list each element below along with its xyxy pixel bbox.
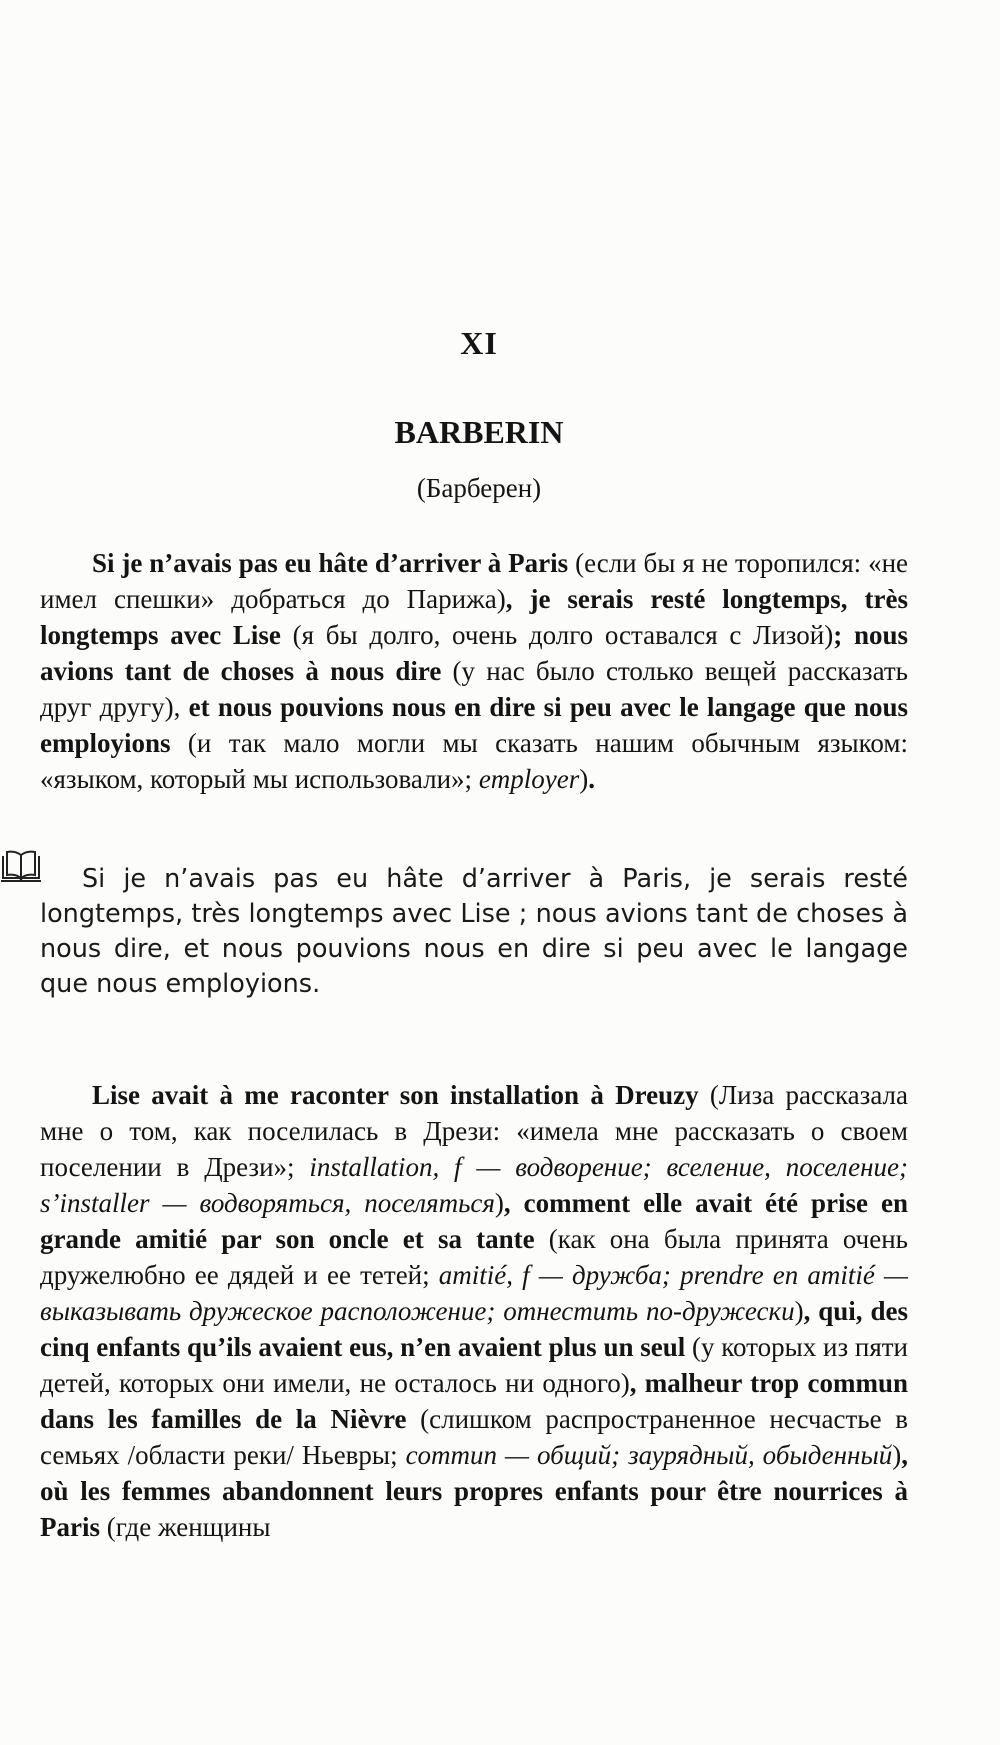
russian-translation: (как она была принята очень дружелюбно ее дядей и ее тетей; bbox=[40, 1224, 908, 1290]
russian-translation: ) bbox=[794, 1296, 804, 1326]
russian-translation: (у нас было столько вещей рассказать друг другу), bbox=[40, 656, 908, 722]
russian-translation: ) bbox=[892, 1440, 902, 1470]
russian-translation: ) bbox=[494, 1188, 504, 1218]
chapter-title: BARBERIN bbox=[394, 414, 564, 450]
reading-text: Si je n’avais pas eu hâte d’arriver à Paris, je serais resté longtemps, très longtemps avec Lise ; nous avions tant de choses à nous dire, et nous pouvions nous en dire si peu avec le langage que nous employions. bbox=[40, 864, 908, 999]
french-text: Lise avait à me raconter son installation à Dreuzy bbox=[92, 1080, 699, 1110]
french-text: , je serais resté longtemps, très longtemps avec Lise bbox=[40, 584, 908, 650]
paragraph-1 bbox=[40, 545, 908, 797]
russian-translation: (и так мало могли мы сказать нашим обычным языком: «языком, который мы использовали»; bbox=[40, 728, 908, 794]
vocabulary-note: amitié, f — дружба; prendre en amitié — выказывать дружеское расположение; отнестить по-дружески bbox=[40, 1260, 908, 1326]
french-text: Si je n’avais pas eu hâte d’arriver à Paris bbox=[92, 548, 569, 578]
russian-translation: (слишком распространенное несчастье в семьях /области реки/ Ньевры; bbox=[40, 1404, 909, 1470]
french-text: . bbox=[588, 764, 596, 794]
vocabulary-note: employer bbox=[478, 764, 580, 794]
russian-translation: ) bbox=[579, 764, 589, 794]
russian-translation: (Лиза рассказала мне о том, как поселилась в Дрези: «имела мне рассказать о своем поселении в Дрези»; bbox=[40, 1080, 908, 1182]
chapter-subtitle: (Барберен) bbox=[416, 473, 542, 503]
french-text: ; nous avions tant de choses à nous dire bbox=[40, 620, 908, 686]
russian-translation: (если бы я не торопился: «не имел спешки» добраться до Парижа) bbox=[40, 548, 909, 614]
french-text: et nous pouvions nous en dire si peu avec le langage que nous employions bbox=[40, 692, 908, 758]
russian-translation: (я бы долго, очень долго оставался с Лизой) bbox=[280, 620, 834, 650]
russian-translation: (где женщины bbox=[100, 1512, 271, 1542]
vocabulary-note: installation, f — водворение; вселение, поселение; s’installer — водворяться, поселяться bbox=[40, 1152, 908, 1218]
french-text: , malheur trop commun dans les familles de la Nièvre bbox=[40, 1368, 908, 1434]
french-text: , comment elle avait été prise en grande amitié par son oncle et sa tante bbox=[40, 1188, 909, 1254]
french-text: , où les femmes abandonnent leurs propres enfants pour être nourrices à Paris bbox=[40, 1440, 908, 1542]
chapter-number: XI bbox=[460, 325, 498, 361]
vocabulary-note: commun — общий; заурядный, обыденный bbox=[405, 1440, 893, 1470]
paragraph-3 bbox=[40, 1077, 908, 1545]
french-text: , qui, des cinq enfants qu’ils avaient eus, n’en avaient plus un seul bbox=[40, 1296, 908, 1362]
book-icon bbox=[0, 848, 42, 886]
book-page bbox=[40, 0, 918, 1745]
russian-translation: (у которых из пяти детей, которых они имели, не осталось ни одного) bbox=[40, 1332, 908, 1398]
